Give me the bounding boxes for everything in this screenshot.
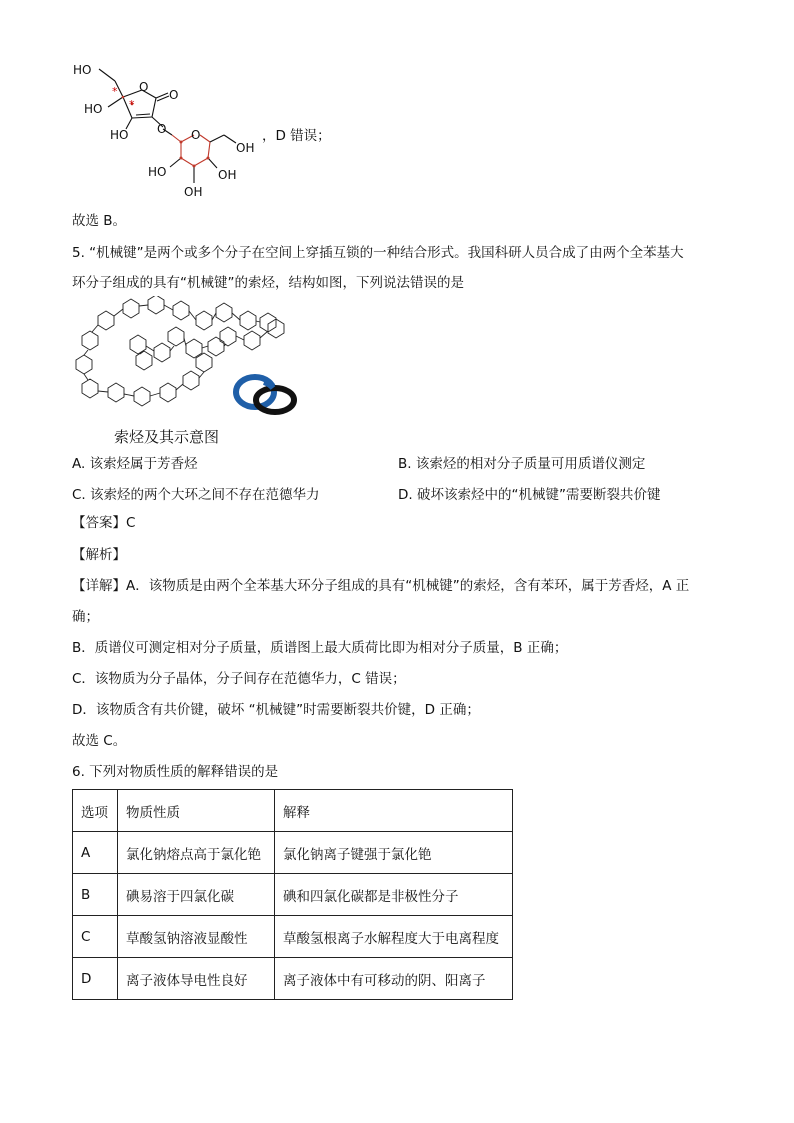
row-c-option: C: [73, 916, 118, 958]
table-row: [73, 916, 513, 958]
chiral-star-2: *: [129, 98, 135, 111]
catenane-structure-drawing: [68, 296, 308, 426]
table-row: [73, 958, 513, 1000]
label-o-pyranose: O: [191, 128, 201, 142]
catenane-figure: [68, 296, 308, 430]
header-explanation: 解释: [275, 790, 513, 832]
q5-detail-line1: 【详解】A．该物质是由两个全苯基大环分子组成的具有“机械键”的索烃，含有苯环，属于芳香烃，A 正: [72, 578, 690, 594]
label-ho-left: HO: [84, 102, 103, 116]
label-oh-bottom-right: OH: [218, 168, 237, 182]
property-explanation-table: [72, 789, 513, 1000]
q5-detail-b: B．质谱仪可测定相对分子质量，质谱图上最大质荷比即为相对分子质量，B 正确；: [72, 640, 568, 656]
interlocked-rings-icon: [236, 377, 294, 412]
label-o-carbonyl: O: [169, 88, 179, 102]
label-ho-bottom-left: HO: [148, 165, 167, 179]
table-header-row: [73, 790, 513, 832]
q5-detail-d: D．该物质含有共价键，破坏 “机械键”时需要断裂共价键，D 正确；: [72, 702, 480, 718]
options-row-1: [72, 452, 646, 472]
table-row: [73, 874, 513, 916]
row-d-property: 离子液体导电性良好: [118, 958, 275, 1000]
row-a-property: 氯化钠熔点高于氯化铯: [118, 832, 275, 874]
row-a-explanation: 氯化钠离子键强于氯化铯: [275, 832, 513, 874]
row-d-explanation: 离子液体中有可移动的阴、阳离子: [275, 958, 513, 1000]
label-ho-enol: HO: [110, 128, 129, 142]
options-row-2: [72, 483, 661, 503]
row-b-property: 碘易溶于四氯化碳: [118, 874, 275, 916]
row-a-option: A: [73, 832, 118, 874]
label-oh-chain: OH: [236, 141, 255, 155]
row-c-explanation: 草酸氢根离子水解程度大于电离程度: [275, 916, 513, 958]
q5-stem-line1: 5. “机械键”是两个或多个分子在空间上穿插互锁的一种结合形式。我国科研人员合成了由两个全苯基大: [72, 245, 684, 261]
q4-conclusion: 故选 B。: [72, 213, 127, 229]
q5-detail-line2: 确；: [72, 609, 99, 625]
option-a: A. 该索烃属于芳香烃: [72, 456, 198, 472]
option-d: D. 破坏该索烃中的“机械键”需要断裂共价键: [398, 487, 661, 503]
row-d-option: D: [73, 958, 118, 1000]
structure-conclusion-text: ，D 错误；: [262, 128, 331, 144]
q5-stem-line2: 环分子组成的具有“机械键”的索烃，结构如图，下列说法错误的是: [72, 275, 464, 291]
figure-caption: 索烃及其示意图: [114, 428, 220, 446]
q6-stem: 6. 下列对物质性质的解释错误的是: [72, 764, 279, 780]
row-b-option: B: [73, 874, 118, 916]
label-ho-top: HO: [73, 63, 92, 77]
q5-analysis-label: 【解析】: [72, 547, 126, 563]
row-b-explanation: 碘和四氯化碳都是非极性分子: [275, 874, 513, 916]
label-o-ring: O: [139, 80, 149, 94]
row-c-property: 草酸氢钠溶液显酸性: [118, 916, 275, 958]
table-row: [73, 832, 513, 874]
label-oh-bottom: OH: [184, 185, 203, 199]
option-c: C. 该索烃的两个大环之间不存在范德华力: [72, 487, 320, 503]
ascorbyl-glucoside-structure: [60, 55, 270, 203]
label-o-ether: O: [157, 122, 167, 136]
q5-answer: 【答案】C: [72, 515, 136, 531]
chemical-structure-figure: [60, 55, 270, 207]
q5-conclusion: 故选 C。: [72, 733, 127, 749]
chiral-star-1: *: [112, 85, 118, 98]
option-b: B. 该索烃的相对分子质量可用质谱仪测定: [398, 456, 646, 472]
header-property: 物质性质: [118, 790, 275, 832]
q5-detail-c: C．该物质为分子晶体，分子间存在范德华力，C 错误；: [72, 671, 406, 687]
header-option: 选项: [73, 790, 118, 832]
